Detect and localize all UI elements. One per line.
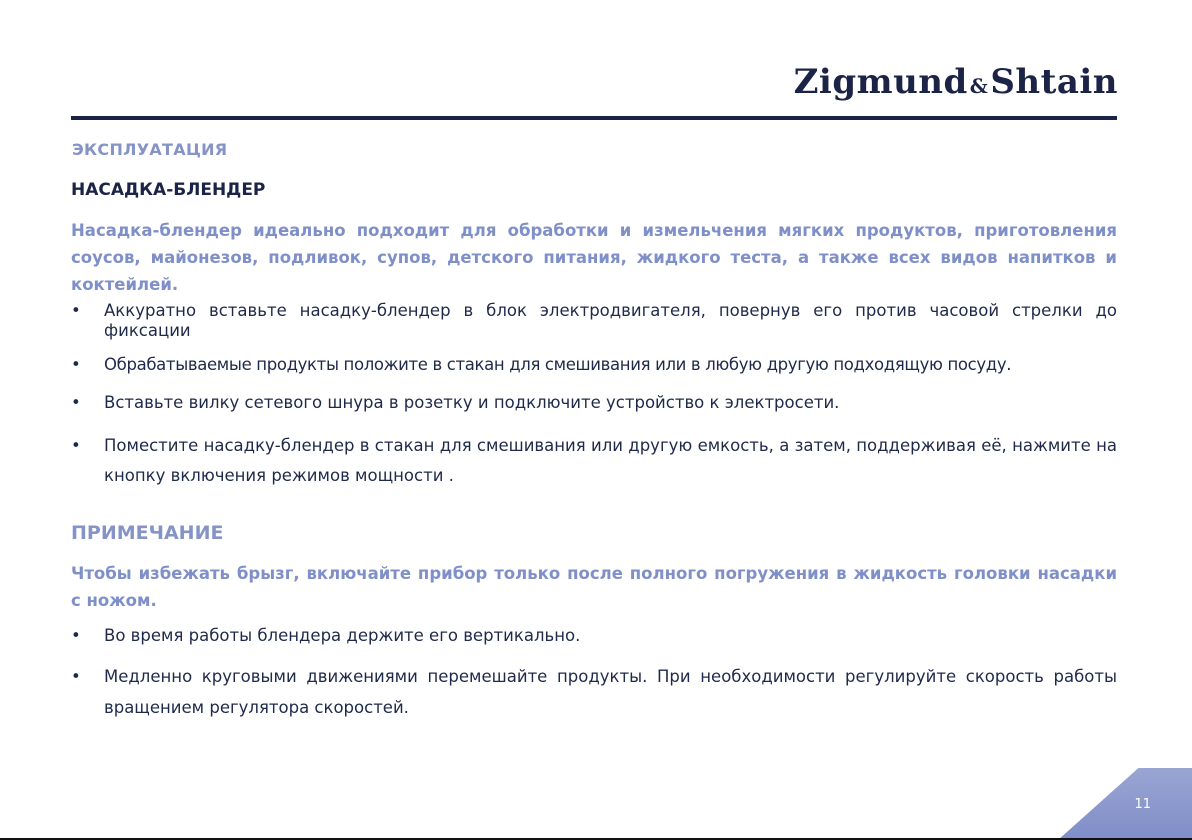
list-item: • Аккуратно вставьте насадку-блендер в блок электродвигателя, повернув его против часовой стрелки до фиксации [71,301,1117,341]
brand-ampersand: & [969,74,989,98]
brand-logo [794,62,1118,102]
header-divider [71,116,1117,120]
brand-name-second: Shtain [990,62,1118,102]
list-item: • Вставьте вилку сетевого шнура в розетку и подключите устройство к электросети. [71,391,1117,415]
list-item: • Поместите насадку-блендер в стакан для смешивания или другую емкость, а затем, поддерживая её, нажмите на кнопку включения режимов мощности . [71,431,1117,491]
page-corner-decoration [1058,768,1192,840]
note-title: ПРИМЕЧАНИЕ [71,522,224,544]
instruction-list [71,301,1117,491]
brand-name-first: Zigmund [793,62,968,102]
list-item: • Во время работы блендера держите его вертикально. [71,624,1117,648]
intro-paragraph: Насадка-блендер идеально подходит для обработки и измельчения мягких продуктов, приготовления соусов, майонезов, подливок, супов, детского питания, жидкого теста, а также всех видов напитков и коктейлей. [71,221,1117,294]
list-item: • Медленно круговыми движениями перемешайте продукты. При необходимости регулируйте скорость работы вращением регулятора скоростей. [71,661,1117,723]
note-list [71,624,1117,723]
list-item: • Обрабатываемые продукты положите в стакан для смешивания или в любую другую подходящую посуду. [71,353,1117,377]
page-heading: НАСАДКА-БЛЕНДЕР [71,180,266,200]
section-label: ЭКСПЛУАТАЦИЯ [72,140,228,159]
note-paragraph: Чтобы избежать брызг, включайте прибор только после полного погружения в жидкость головки насадки с ножом. [71,564,1117,610]
page-number: 11 [1134,797,1151,812]
